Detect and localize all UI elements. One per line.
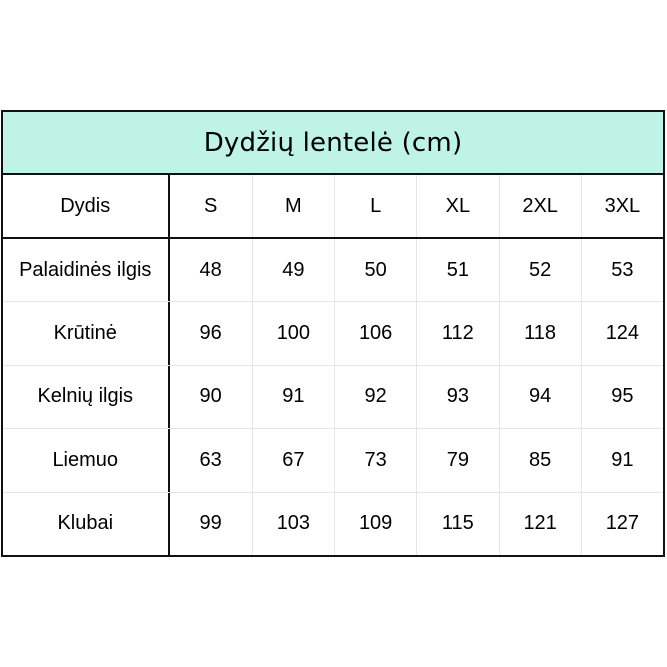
header-size-cell: M [252, 175, 334, 236]
table-row [3, 302, 663, 365]
table-cell: 79 [416, 429, 498, 491]
table-cell: 85 [499, 429, 581, 491]
row-label: Krūtinė [3, 302, 170, 364]
table-cell: 51 [416, 239, 498, 301]
table-row [3, 366, 663, 429]
table-cell: 109 [334, 493, 416, 555]
table-cell: 121 [499, 493, 581, 555]
table-header-row [3, 175, 663, 238]
table-title-bar [3, 112, 663, 175]
table-cell: 52 [499, 239, 581, 301]
table-row [3, 493, 663, 555]
row-label: Liemuo [3, 429, 170, 491]
table-cell: 95 [581, 366, 663, 428]
table-cell: 106 [334, 302, 416, 364]
table-cell: 103 [252, 493, 334, 555]
table-cell: 90 [199, 385, 222, 408]
row-label: Klubai [3, 493, 170, 555]
size-chart-table [1, 110, 665, 557]
table-cell: 100 [252, 302, 334, 364]
table-cell: 50 [334, 239, 416, 301]
table-cell: 93 [416, 366, 498, 428]
table-cell: 115 [416, 493, 498, 555]
row-label: Palaidinės ilgis [3, 239, 170, 301]
table-cell: 92 [334, 366, 416, 428]
table-cell: 63 [199, 448, 222, 471]
header-size-cell: XL [416, 175, 498, 236]
table-row [3, 429, 663, 492]
table-cell: 91 [252, 366, 334, 428]
table-cell: 67 [252, 429, 334, 491]
table-cell: 49 [252, 239, 334, 301]
row-label: Kelnių ilgis [3, 366, 170, 428]
table-row [3, 239, 663, 302]
table-cell: 48 [199, 258, 222, 281]
table-cell: 112 [416, 302, 498, 364]
header-size-cell: 3XL [581, 175, 663, 236]
table-cell: 53 [581, 239, 663, 301]
table-cell: 99 [199, 512, 222, 535]
header-label-cell: Dydis [3, 175, 170, 236]
table-cell: 124 [581, 302, 663, 364]
table-cell: 96 [199, 322, 222, 344]
table-cell: 118 [499, 302, 581, 364]
header-size-cell: 2XL [499, 175, 581, 236]
table-cell: 94 [499, 366, 581, 428]
table-cell: 91 [581, 429, 663, 491]
table-cell: 127 [581, 493, 663, 555]
header-size-cell: L [334, 175, 416, 236]
table-cell: 73 [334, 429, 416, 491]
header-size-cell: S [203, 194, 218, 217]
table-title: Dydžių lentelė (cm) [203, 127, 463, 158]
